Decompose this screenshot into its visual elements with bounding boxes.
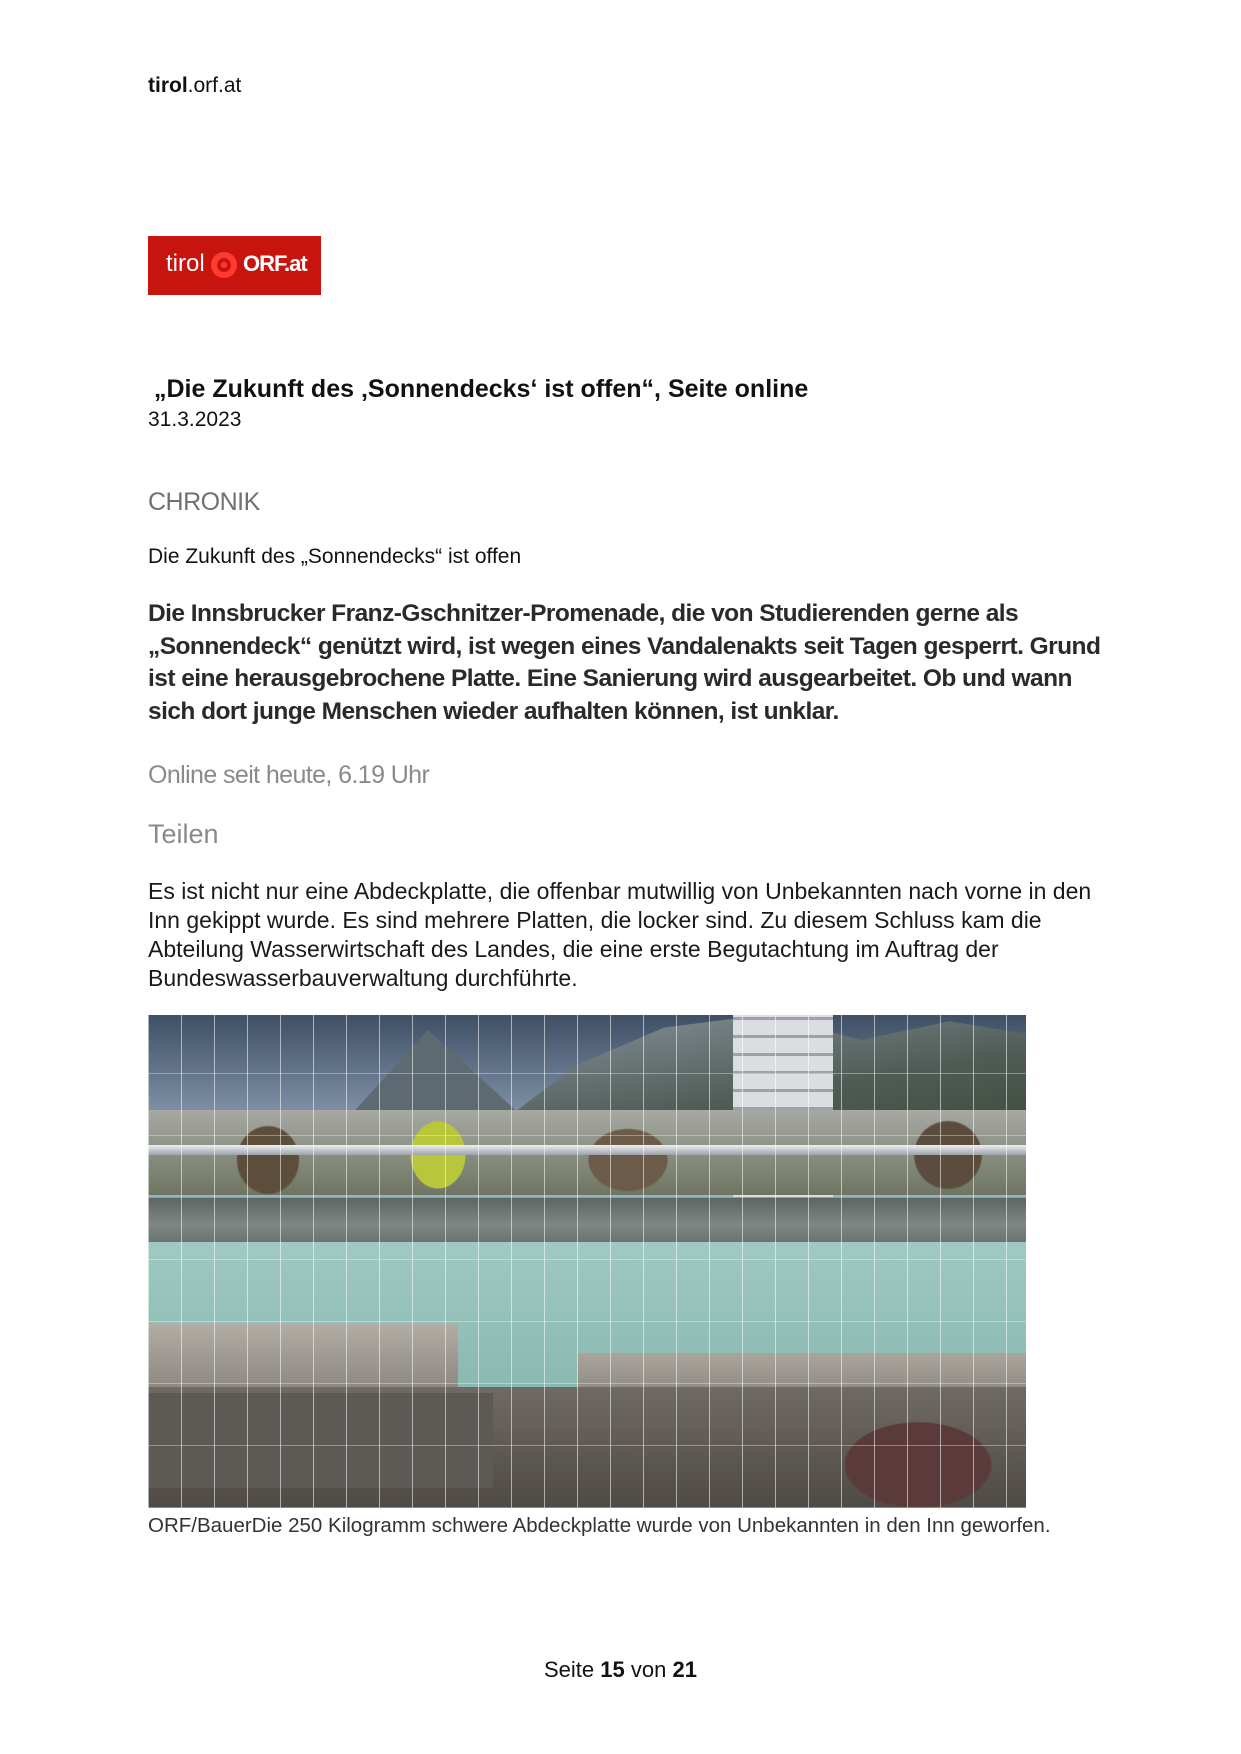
document-title: „Die Zukunft des ‚Sonnendecks‘ ist offen“, Seite online [154,375,809,403]
document-date: 31.3.2023 [148,408,242,431]
page-number [0,1657,1241,1683]
pager-of: von [630,1657,667,1682]
article-lead: Die Innsbrucker Franz-Gschnitzer-Promenade, die von Studierenden gerne als „Sonnendeck“ genützt wird, ist wegen eines Vandalenakts seit Tagen gesperrt. Grund ist eine herausgebrochene Platte. Eine Sanierung wird ausgearbeitet. Ob und wann sich dort junge Menschen wieder aufhalten können, ist unklar. [148,600,1101,725]
article-body: Es ist nicht nur eine Abdeckplatte, die offenbar mutwillig von Unbekannten nach vorne in den Inn gekippt wurde. Es sind mehrere Platten, die locker sind. Zu diesem Schluss kam die Abteilung Wasserwirtschaft des Landes, die eine erste Begutachtung im Auftrag der Bundeswasserbauverwaltung durchführte. [148,878,1092,991]
pager-total: 21 [672,1657,697,1682]
pager-current: 15 [600,1657,625,1682]
photo-caption: ORF/BauerDie 250 Kilogramm schwere Abdeckplatte wurde von Unbekannten in den Inn geworfen. [148,1514,1051,1537]
article-kicker: Die Zukunft des „Sonnendecks“ ist offen [148,545,522,568]
logo-brand: ORF.at [243,251,307,276]
orf-tirol-logo [148,236,321,295]
article-category: CHRONIK [148,488,260,516]
site-name-bold: tirol [148,74,188,97]
orf-eye-icon [211,252,237,278]
site-header [148,74,241,98]
online-since: Online seit heute, 6.19 Uhr [148,761,430,789]
site-name-rest: .orf.at [187,74,242,97]
article-photo [148,1015,1026,1508]
photo-fence [148,1015,1026,1508]
logo-word: tirol [166,250,205,277]
pager-word: Seite [544,1657,595,1682]
share-link[interactable]: Teilen [148,819,219,849]
